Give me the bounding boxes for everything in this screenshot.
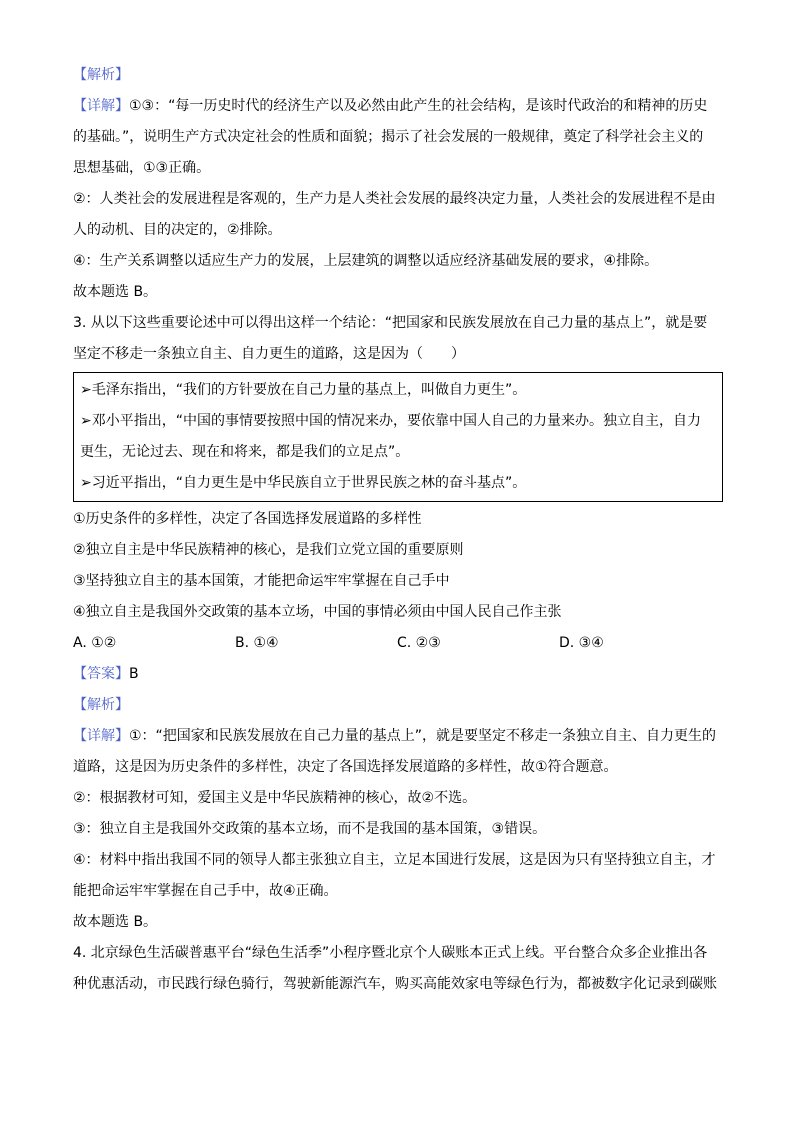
q3-option-c: C. ②③	[397, 635, 441, 651]
q3-stem-line-2: 坚定不移走一条独立自主、自力更生的道路，这是因为（ ）	[73, 346, 465, 362]
q4-stem-line-2: 种优惠活动，市民践行绿色骑行，驾驶新能源汽车，购买高能效家电等绿色行为，都被数字化记录到碳账	[73, 976, 717, 992]
q3-option-d: D. ③④	[559, 635, 604, 651]
q4-stem-line-1: 4. 北京绿色生活碳普惠平台“绿色生活季”小程序暨北京个人碳账本正式上线。平台整合众多企业推出各	[73, 945, 708, 961]
q2-detail-line-2: 的基础。”，说明生产方式决定社会的性质和面貌；揭示了社会发展的一般规律，奠定了科学社会主义的	[73, 129, 704, 145]
q3-option-a: A. ①②	[73, 635, 117, 651]
q3-statement-3: ③坚持独立自主的基本国策，才能把命运牢牢掌握在自己手中	[73, 573, 450, 589]
q3-quote-xi: ➢习近平指出，“自力更生是中华民族自立于世界民族之林的奋斗基点”。	[80, 475, 527, 491]
q3-stem-line-1: 3. 从以下这些重要论述中可以得出这样一个结论：“把国家和民族发展放在自己力量的基点上”，就是要	[73, 315, 708, 331]
q3-quote-box	[73, 372, 723, 502]
q2-detail-line-4: ②：人类社会的发展进程是客观的，生产力是人类社会发展的最终决定力量，人类社会的发展进程不是由	[73, 191, 716, 207]
q3-options	[73, 628, 723, 659]
q2-detail-line-5: 人的动机、目的决定的，②排除。	[73, 222, 282, 238]
q3-quote-mao: ➢毛泽东指出，“我们的方针要放在自己力量的基点上，叫做自力更生”。	[80, 382, 527, 398]
q2-detail-line-3: 思想基础，①③正确。	[73, 160, 211, 176]
q3-analysis-label: 【解析】	[73, 697, 129, 713]
q2-conclusion: 故本题选 B。	[73, 284, 158, 300]
q3-statement-4: ④独立自主是我国外交政策的基本立场，中国的事情必须由中国人民自己作主张	[73, 604, 562, 620]
q2-analysis-label: 【解析】	[73, 67, 129, 83]
q3-detail-line-5: ④：材料中指出我国不同的领导人都主张独立自主，立足本国进行发展，这是因为只有坚持独立自主，才	[73, 852, 716, 868]
q3-detail-line-3: ②：根据教材可知，爱国主义是中华民族精神的核心，故②不选。	[73, 790, 477, 806]
q3-option-b: B. ①④	[235, 635, 279, 651]
document-page	[73, 60, 723, 1000]
q3-statement-1: ①历史条件的多样性，决定了各国选择发展道路的多样性	[73, 511, 422, 527]
q3-detail-line-6: 能把命运牢牢掌握在自己手中，故④正确。	[73, 883, 338, 899]
q2-detail-label: 【详解】	[73, 98, 129, 114]
q3-detail-line-2: 道路，这是因为历史条件的多样性，决定了各国选择发展道路的多样性，故①符合题意。	[73, 759, 618, 775]
q3-answer	[73, 659, 723, 690]
q2-detail-line-6: ④：生产关系调整以适应生产力的发展，上层建筑的调整以适应经济基础发展的要求，④排除。	[73, 253, 659, 269]
q3-answer-value: B	[129, 666, 139, 682]
q3-detail-label: 【详解】	[73, 728, 129, 744]
q3-quote-deng-1: ➢邓小平指出，“中国的事情要按照中国的情况来办，要依靠中国人自己的力量来办。独立自主，自力	[80, 413, 701, 429]
q3-detail-line-1: 【详解】①：“把国家和民族发展放在自己力量的基点上”，就是要坚定不移走一条独立自主、自力更生的	[73, 728, 717, 744]
q3-detail-line-4: ③：独立自主是我国外交政策的基本立场，而不是我国的基本国策，③错误。	[73, 821, 547, 837]
q3-statement-2: ②独立自主是中华民族精神的核心，是我们立党立国的重要原则	[73, 542, 464, 558]
q3-answer-label: 【答案】	[73, 666, 129, 682]
q3-quote-deng-2: 更生，无论过去、现在和将来，都是我们的立足点”。	[80, 444, 410, 460]
q3-conclusion: 故本题选 B。	[73, 914, 158, 930]
q2-detail-line-1: 【详解】①③：“每一历史时代的经济生产以及必然由此产生的社会结构，是该时代政治的和精神的历史	[73, 98, 708, 114]
